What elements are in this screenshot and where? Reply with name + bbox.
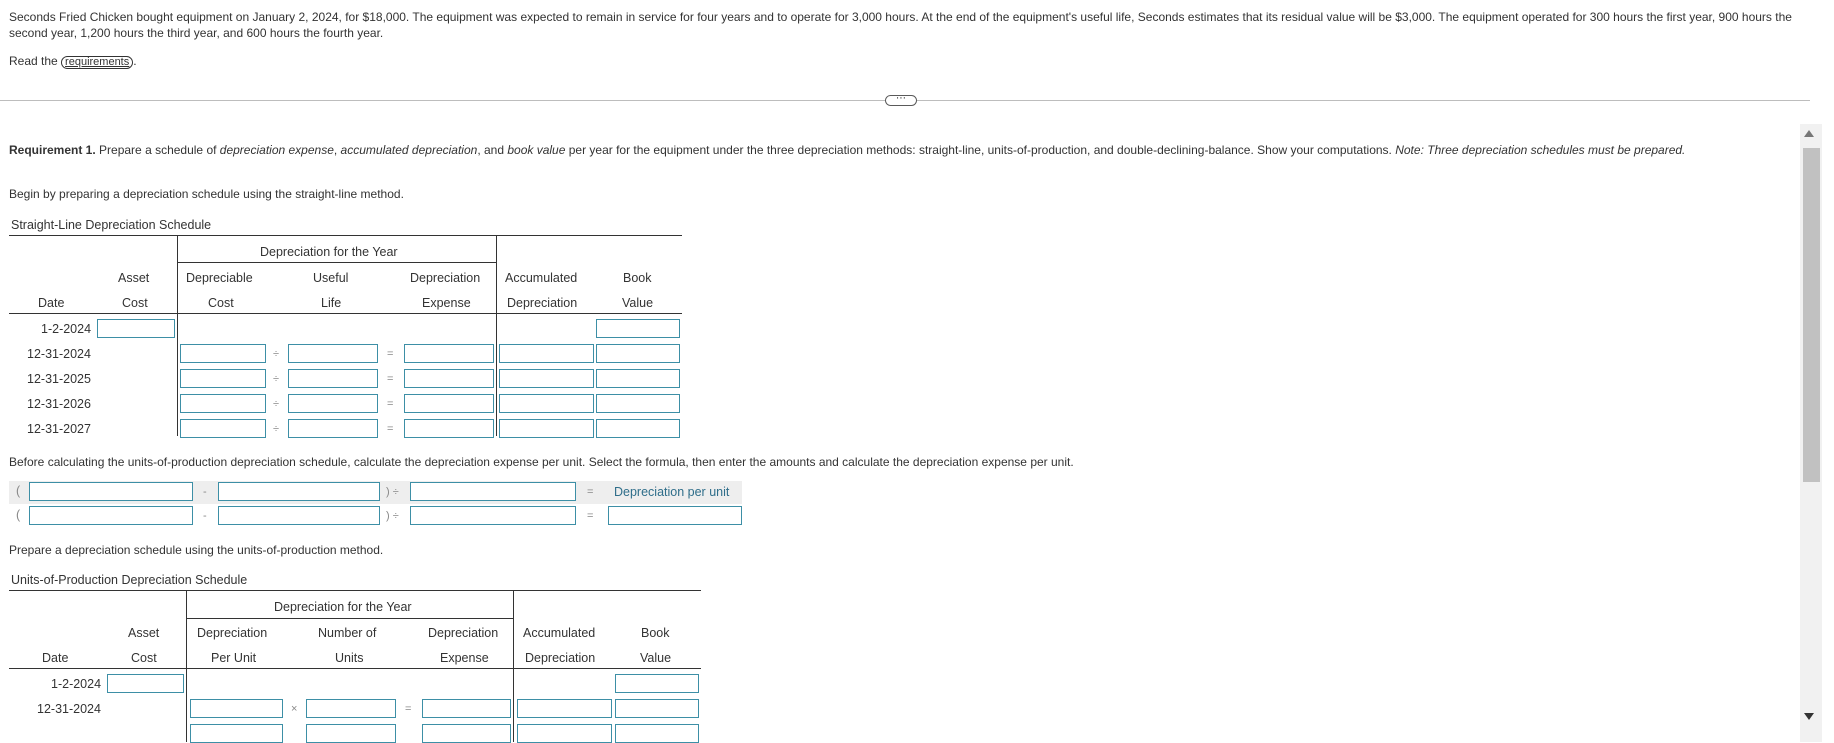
- up-dpu-input-1[interactable]: [190, 699, 283, 718]
- formula-divide-1: ) ÷: [386, 486, 399, 498]
- sl-group-header: Depreciation for the Year: [260, 245, 398, 259]
- units-production-instruction: Prepare a depreciation schedule using the units-of-production method.: [9, 543, 384, 557]
- sl-hdr-depreciation: Depreciation: [410, 271, 481, 285]
- sl-date-row-0: 1-2-2024: [41, 322, 92, 336]
- units-formula-instruction: Before calculating the units-of-production depreciation schedule, calculate the depreciation expense per unit. Select the formula, then enter the amounts and calculate the depreciation expense per unit.: [9, 455, 1074, 469]
- sl-accumulated-input-1[interactable]: [499, 344, 594, 363]
- formula-open-paren-2: (: [16, 508, 21, 522]
- up-hdr-depreciation-unit: Depreciation: [197, 626, 268, 640]
- sl-equals-op-3: =: [387, 398, 394, 410]
- up-group-header: Depreciation for the Year: [274, 600, 412, 614]
- scroll-up-arrow-icon[interactable]: [1804, 130, 1814, 137]
- req-text-b: per year for the equipment under the three depreciation methods: straight-line, units-of-production, and double-declining-balance. Show your computations.: [565, 143, 1396, 157]
- up-accumulated-input-2[interactable]: [517, 724, 612, 743]
- up-book-value-input-2[interactable]: [615, 724, 699, 743]
- req-text-a: Prepare a schedule of: [95, 143, 220, 157]
- requirements-link[interactable]: requirements: [61, 56, 133, 69]
- formula-select-1[interactable]: [29, 482, 193, 501]
- sl-useful-life-input-3[interactable]: [288, 394, 378, 413]
- formula-amount-3[interactable]: [410, 506, 576, 525]
- sl-accumulated-input-2[interactable]: [499, 369, 594, 388]
- up-hdr-book: Book: [641, 626, 670, 640]
- formula-amount-1[interactable]: [29, 506, 193, 525]
- up-header-rule: [9, 668, 701, 669]
- up-hdr-accum-depreciation: Depreciation: [525, 651, 596, 665]
- read-requirements-line: [9, 54, 137, 69]
- sl-useful-life-input-1[interactable]: [288, 344, 378, 363]
- sl-equals-op-4: =: [387, 423, 394, 435]
- up-caption-rule: [9, 590, 701, 591]
- sl-hdr-value: Value: [622, 296, 654, 310]
- sl-hdr-book: Book: [623, 271, 652, 285]
- sl-asset-cost-input[interactable]: [97, 319, 175, 338]
- req-sep-1: ,: [333, 143, 341, 157]
- up-hdr-per-unit: Per Unit: [211, 651, 257, 665]
- sl-depreciable-cost-input-4[interactable]: [180, 419, 266, 438]
- formula-minus-1: -: [203, 486, 207, 498]
- up-hdr-expense: Expense: [440, 651, 489, 665]
- up-units-input-2[interactable]: [306, 724, 396, 743]
- depreciation-per-unit-label: Depreciation per unit: [614, 485, 730, 499]
- req-em-book-value: book value: [507, 143, 566, 157]
- up-hdr-units: Units: [335, 651, 364, 665]
- units-production-caption: Units-of-Production Depreciation Schedule: [11, 573, 248, 587]
- up-left-border: [186, 591, 187, 742]
- sl-divide-op-2: ÷: [273, 373, 280, 385]
- sl-depreciable-cost-input-3[interactable]: [180, 394, 266, 413]
- req-em-depreciation-expense: depreciation expense: [219, 143, 334, 157]
- sl-hdr-accum-depreciation: Depreciation: [507, 296, 578, 310]
- sl-book-value-input-0[interactable]: [596, 319, 680, 338]
- up-right-border: [513, 591, 514, 742]
- up-hdr-date: Date: [42, 651, 69, 665]
- sl-date-row-4: 12-31-2027: [27, 422, 91, 436]
- up-group-rule: [186, 618, 513, 619]
- req-em-accumulated-depreciation: accumulated depreciation: [340, 143, 478, 157]
- sl-hdr-cost: Cost: [122, 296, 148, 310]
- sl-useful-life-input-4[interactable]: [288, 419, 378, 438]
- sl-date-row-2: 12-31-2025: [27, 372, 91, 386]
- sl-book-value-input-3[interactable]: [596, 394, 680, 413]
- read-the-label: Read the: [9, 54, 58, 68]
- sl-accumulated-input-3[interactable]: [499, 394, 594, 413]
- up-book-value-input-0[interactable]: [615, 674, 699, 693]
- sl-date-row-3: 12-31-2026: [27, 397, 91, 411]
- sl-divide-op-1: ÷: [273, 348, 280, 360]
- up-book-value-input-1[interactable]: [615, 699, 699, 718]
- scrollbar-thumb[interactable]: [1803, 148, 1820, 482]
- sl-accumulated-input-4[interactable]: [499, 419, 594, 438]
- sl-hdr-accumulated: Accumulated: [505, 271, 578, 285]
- formula-select-2[interactable]: [218, 482, 380, 501]
- up-accumulated-input-1[interactable]: [517, 699, 612, 718]
- sl-equals-op-1: =: [387, 348, 394, 360]
- straight-line-instruction: Begin by preparing a depreciation schedule using the straight-line method.: [9, 187, 404, 201]
- sl-hdr-depreciable-cost: Cost: [208, 296, 234, 310]
- sl-header-rule: [9, 313, 682, 314]
- up-hdr-value: Value: [640, 651, 672, 665]
- sl-depreciable-cost-input-2[interactable]: [180, 369, 266, 388]
- up-asset-cost-input[interactable]: [107, 674, 184, 693]
- up-depreciation-expense-input-2[interactable]: [422, 724, 511, 743]
- up-times-op-1: ×: [291, 703, 298, 715]
- up-hdr-accumulated: Accumulated: [523, 626, 596, 640]
- up-hdr-cost: Cost: [131, 651, 157, 665]
- sl-depreciable-cost-input-1[interactable]: [180, 344, 266, 363]
- sl-book-value-input-4[interactable]: [596, 419, 680, 438]
- req-note: Note: Three depreciation schedules must be prepared.: [1395, 143, 1686, 157]
- read-suffix: .: [133, 54, 137, 68]
- up-hdr-depreciation: Depreciation: [428, 626, 499, 640]
- scroll-down-arrow-icon[interactable]: [1804, 713, 1814, 720]
- sl-depreciation-expense-input-2[interactable]: [404, 369, 494, 388]
- sl-hdr-depreciable: Depreciable: [186, 271, 253, 285]
- sl-left-border: [177, 236, 178, 436]
- depreciation-per-unit-input[interactable]: [608, 506, 742, 525]
- straight-line-caption: Straight-Line Depreciation Schedule: [11, 218, 212, 232]
- sl-hdr-asset: Asset: [118, 271, 150, 285]
- up-date-row-0: 1-2-2024: [51, 677, 102, 691]
- req-sep-2: , and: [477, 143, 508, 157]
- sl-caption-rule: [9, 235, 682, 236]
- sl-useful-life-input-2[interactable]: [288, 369, 378, 388]
- sl-group-rule: [177, 262, 496, 263]
- problem-intro: Seconds Fried Chicken bought equipment on January 2, 2024, for $18,000. The equipment was expected to remain in service for four years and to operate for 3,000 hours. At the end of the equipment's useful life, Seconds estimates that its residual value will be $3,000. The equipment operated for 300 hours the first year, 900 hours the second year, 1,200 hours the third year, and 600 hours the fourth year.: [9, 10, 1792, 40]
- sl-divide-op-4: ÷: [273, 423, 280, 435]
- up-date-row-1: 12-31-2024: [37, 702, 101, 716]
- formula-equals-1: =: [587, 486, 594, 498]
- formula-select-3[interactable]: [410, 482, 576, 501]
- formula-equals-2: =: [587, 510, 594, 522]
- up-hdr-number-of: Number of: [318, 626, 377, 640]
- requirement-1-label: Requirement 1.: [9, 143, 96, 157]
- requirement-1-text: [9, 142, 1779, 158]
- sl-hdr-date: Date: [38, 296, 65, 310]
- sl-depreciation-expense-input-4[interactable]: [404, 419, 494, 438]
- sl-hdr-useful: Useful: [313, 271, 349, 285]
- sl-hdr-life: Life: [321, 296, 342, 310]
- sl-right-border: [496, 236, 497, 436]
- formula-open-paren-1: (: [16, 484, 21, 498]
- sl-divide-op-3: ÷: [273, 398, 280, 410]
- more-options-button[interactable]: ⋯: [885, 95, 917, 106]
- formula-divide-2: ) ÷: [386, 510, 399, 522]
- sl-equals-op-2: =: [387, 373, 394, 385]
- sl-depreciation-expense-input-3[interactable]: [404, 394, 494, 413]
- up-hdr-asset: Asset: [128, 626, 160, 640]
- sl-book-value-input-2[interactable]: [596, 369, 680, 388]
- up-equals-op-1: =: [405, 703, 412, 715]
- up-units-input-1[interactable]: [306, 699, 396, 718]
- up-dpu-input-2[interactable]: [190, 724, 283, 743]
- formula-minus-2: -: [203, 510, 207, 522]
- up-depreciation-expense-input-1[interactable]: [422, 699, 511, 718]
- sl-date-row-1: 12-31-2024: [27, 347, 91, 361]
- sl-book-value-input-1[interactable]: [596, 344, 680, 363]
- formula-amount-2[interactable]: [218, 506, 380, 525]
- sl-hdr-expense: Expense: [422, 296, 471, 310]
- sl-depreciation-expense-input-1[interactable]: [404, 344, 494, 363]
